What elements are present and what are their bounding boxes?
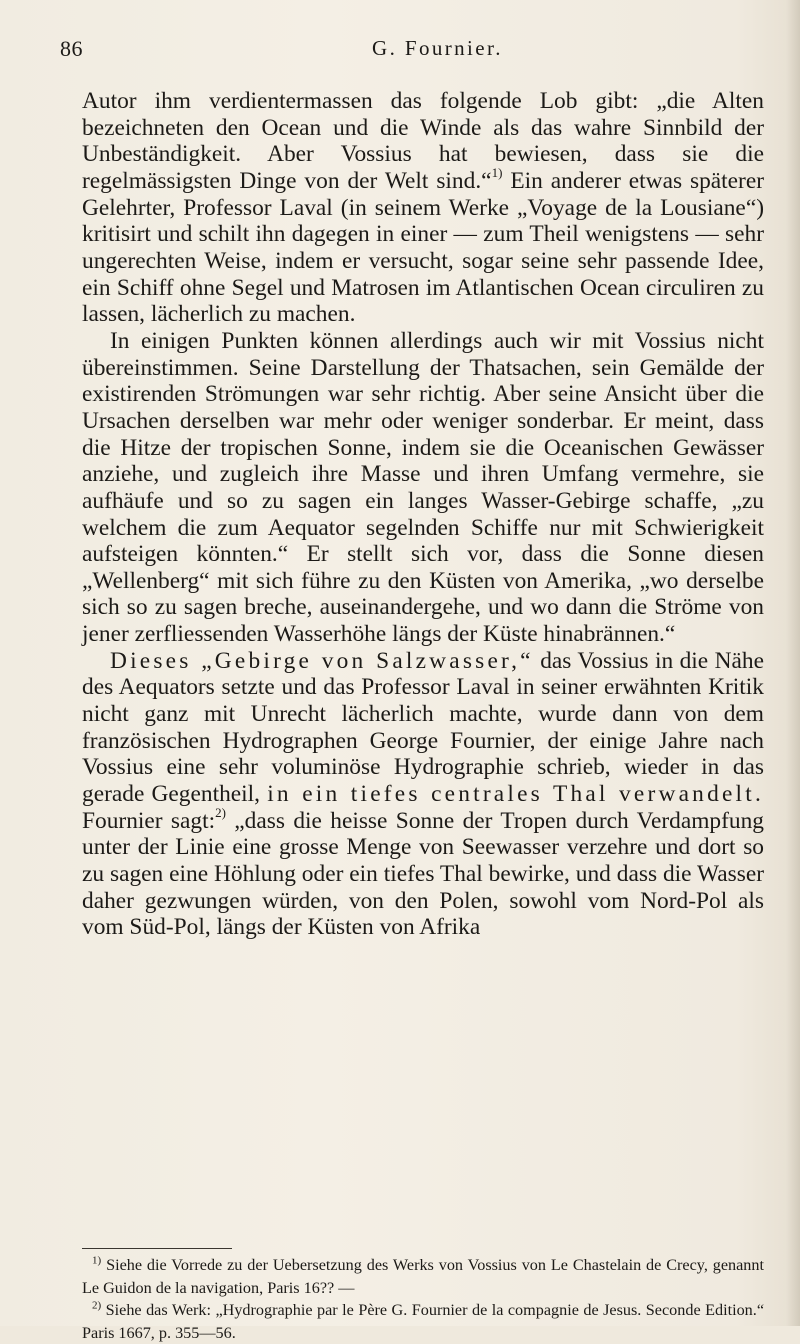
footnote-2: [82, 1299, 764, 1344]
footnote-2-text: Siehe das Werk: „Hydrographie par le Père G. Fournier de la compagnie de Jesus. Seconde Edition.“ Paris 1667, p. 355—56.: [82, 1301, 765, 1342]
paragraph-3-text-c: „dass die heisse Sonne der Tropen durch Verdampfung unter der Linie eine grosse Menge von Seewasser verzehre und dort so zu sagen eine Höhlung oder ein tiefes Thal bewirke, und dass die Wasser daher gezwungen würden, von den Polen, sowohl vom Nord-Pol als vom Süd-Pol, längs der Küsten von Afrika: [82, 807, 764, 941]
footnote-2-mark: 2): [92, 1299, 102, 1312]
footnote-ref-1: 1): [491, 165, 503, 181]
footnote-ref-2: 2): [215, 804, 226, 820]
paragraph-3-spaced-b: in ein tiefes centrales Thal verwandelt.: [267, 781, 764, 808]
page-header: [60, 36, 770, 70]
footnote-divider: [82, 1248, 232, 1249]
paragraph-1: [82, 88, 764, 328]
footnote-1-mark: 1): [92, 1254, 102, 1267]
paragraph-3: [82, 648, 764, 941]
footnote-1: [82, 1254, 764, 1299]
paragraph-1-text-a: Autor ihm verdientermassen das folgende Lob gibt: „die Alten bezeichneten den Ocean und die Winde als das wahre Sinnbild der Unbeständigkeit. Aber Vossius hat bewiesen, dass sie die regelmässigsten Dinge von der Welt sind.“: [82, 88, 764, 194]
running-head: G. Fournier.: [372, 36, 503, 60]
paragraph-3-spaced-a: Dieses „Gebirge von Salzwasser,“: [110, 647, 534, 674]
footnotes: [82, 1254, 764, 1344]
paragraph-2: [82, 328, 764, 648]
paragraph-1-text-b: Ein anderer etwas späterer Gelehrter, Professor Laval (in seinem Werke „Voyage de la Lousiane“) kritisirt und schilt ihn dagegen in einer — zum Theil wenigstens — sehr ungerechten Weise, indem er versucht, sogar seine sehr passende Idee, ein Schiff ohne Segel und Matrosen im Atlantischen Ocean circuliren zu lassen, lächerlich zu machen.: [82, 167, 765, 328]
body-text: [82, 88, 764, 941]
paragraph-3-text-b: Fournier sagt:: [82, 807, 216, 834]
page-edge-shadow: [786, 0, 800, 1326]
paragraph-2-text: In einigen Punkten können allerdings auch wir mit Vossius nicht übereinstimmen. Seine Darstellung der Thatsachen, sein Gemälde der existirenden Strömungen war sehr richtig. Aber seine Ansicht über die Ursachen derselben war mehr oder weniger sonderbar. Er meint, dass die Hitze der tropischen Sonne, indem sie die Oceanischen Gewässer anziehe, und zugleich ihre Masse und ihren Umfang vermehre, sie aufhäufe und so zu sagen ein langes Wasser-Gebirge schaffe, „zu welchem die zum Aequator segelnden Schiffe nur mit Schwierigkeit aufsteigen könnten.“ Er stellt sich vor, dass die Sonne diesen „Wellenberg“ mit sich führe zu den Küsten von Amerika, „wo derselbe sich so zu sagen breche, auseinandergehe, und wo dann die Ströme von jener zerfliessenden Wasserhöhe längs der Küste hinabrännen.“: [82, 327, 764, 648]
paragraph-3-text-a: das Vossius in die Nähe des Aequators setzte und das Professor Laval in seiner erwähnten Kritik nicht ganz mit Unrecht lächerlich machte, wurde dann von dem französischen Hydrographen George Fournier, der einige Jahre nach Vossius eine sehr voluminöse Hydrographie schrieb, wieder in das gerade Gegentheil,: [82, 647, 764, 808]
footnote-1-text: Siehe die Vorrede zu der Uebersetzung des Werks von Vossius von Le Chastelain de Crecy, genannt Le Guidon de la navigation, Paris 16?? —: [82, 1256, 764, 1297]
page-number: 86: [60, 36, 83, 61]
